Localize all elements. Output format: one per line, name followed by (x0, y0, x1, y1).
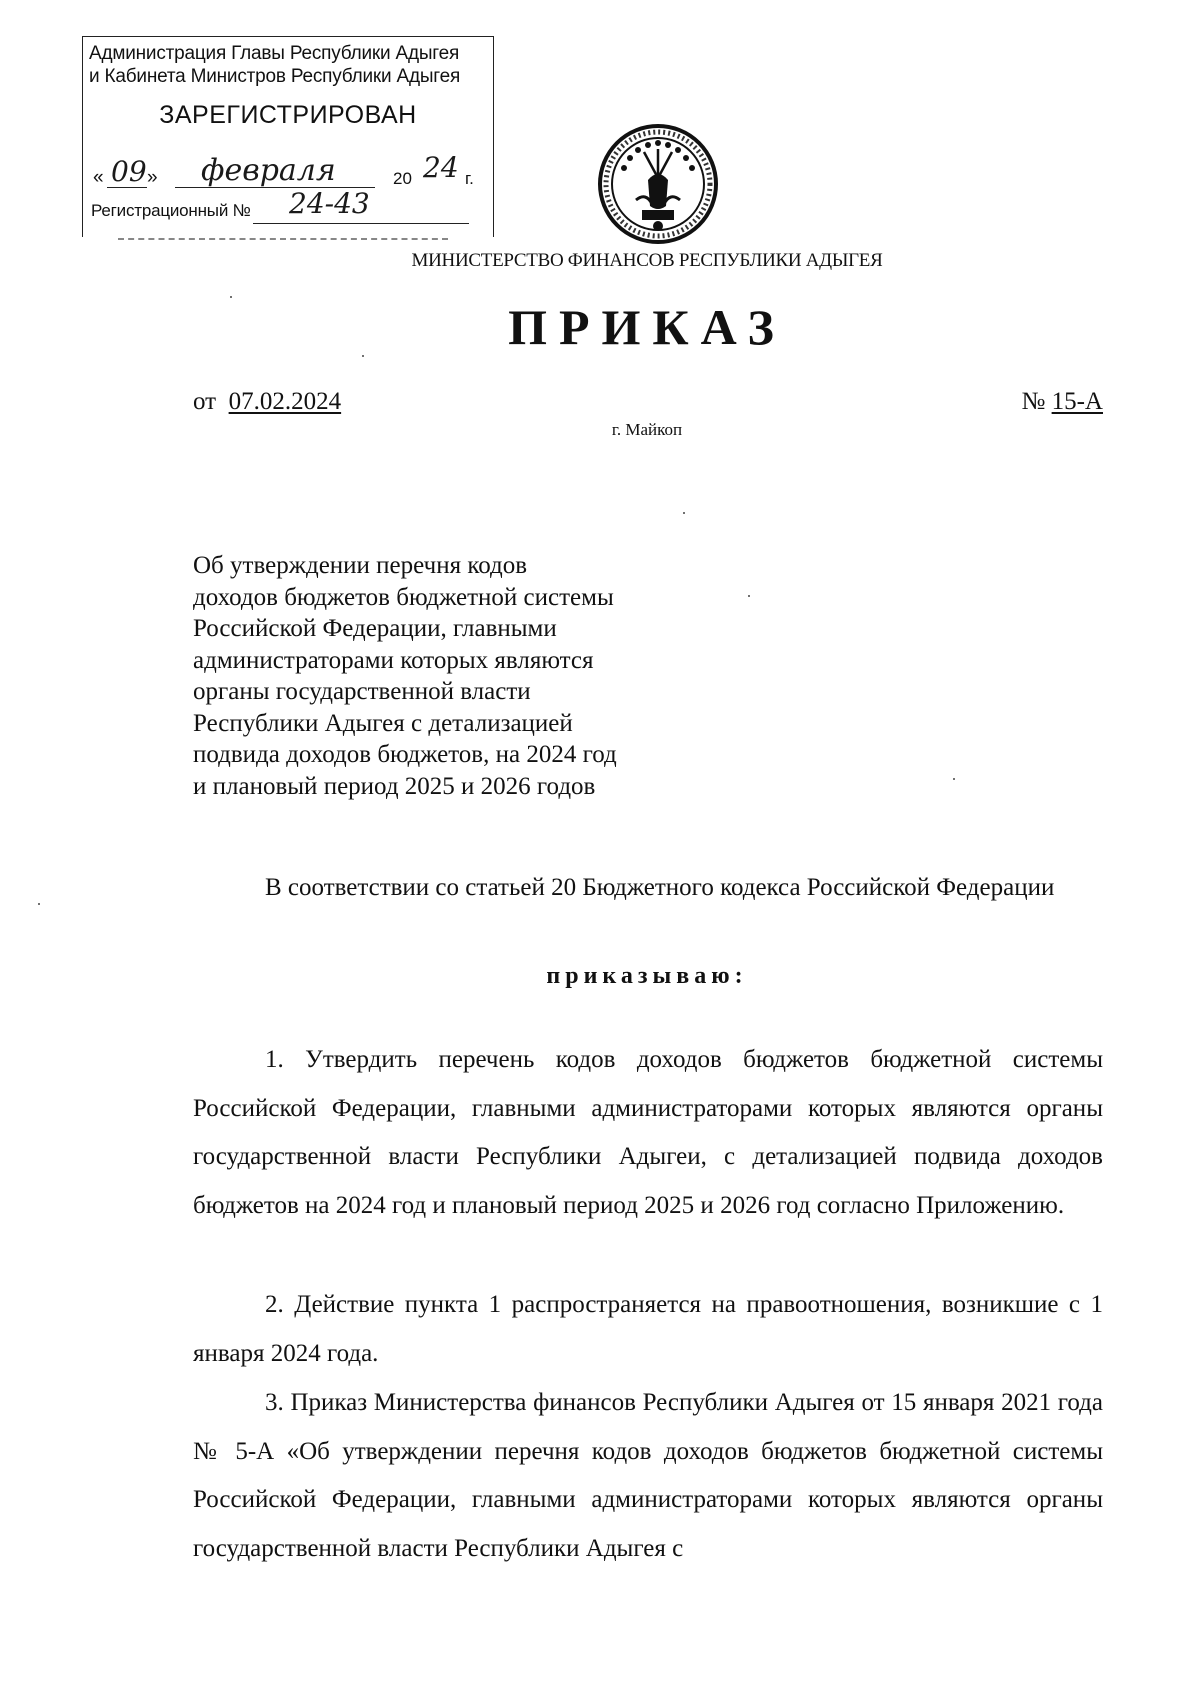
stamp-number-underline (253, 223, 469, 224)
subject-line: и плановый период 2025 и 2026 годов (193, 772, 596, 800)
scan-speck (362, 355, 364, 357)
scan-speck (683, 512, 685, 514)
document-type-title: ПРИКАЗ (508, 299, 786, 355)
stamp-organization-line-2: и Кабинета Министров Республики Адыгея (89, 66, 461, 87)
subject-line: доходов бюджетов бюджетной системы (193, 583, 614, 611)
stamp-month: февраля (201, 153, 336, 188)
order-directive-word: приказываю: (546, 963, 748, 989)
coat-of-arms-emblem (596, 122, 720, 246)
stamp-status: ЗАРЕГИСТРИРОВАН (159, 101, 417, 129)
order-date (193, 388, 341, 416)
stamp-year-prefix: 20 (393, 169, 412, 188)
order-number (1022, 388, 1104, 416)
scan-speck (748, 595, 750, 597)
subject-line: органы государственной власти (193, 678, 531, 705)
stamp-year-suffix: 24 (423, 151, 459, 184)
stamp-organization-line-1: Администрация Главы Республики Адыгея (89, 43, 460, 64)
subject-line: администраторами которых являются (193, 646, 594, 674)
subject-line: подвида доходов бюджетов, на 2024 год (193, 741, 617, 768)
stamp-number-value: 24-43 (289, 187, 370, 220)
stamp-number-row (91, 187, 491, 227)
order-number-prefix: № (1021, 388, 1046, 415)
order-subject (193, 550, 713, 802)
subject-line: Республики Адыгея с детализацией (193, 709, 573, 737)
order-meta-row (193, 388, 1103, 424)
ministry-name: МИНИСТЕРСТВО ФИНАНСОВ РЕСПУБЛИКИ АДЫГЕЯ (411, 250, 883, 271)
order-number-value: 15-А (1051, 388, 1103, 415)
stamp-quote-close: » (147, 167, 158, 188)
scan-speck (38, 903, 40, 905)
stamp-date-row (93, 151, 489, 191)
legal-basis-paragraph: В соответствии со статьей 20 Бюджетного кодекса Российской Федерации (265, 874, 1055, 901)
order-date-prefix: от (193, 388, 217, 415)
stamp-year-unit: г. (465, 169, 474, 188)
paragraph-1: 1. Утвердить перечень кодов доходов бюджетов бюджетной системы Российской Федерации, главными администраторами которых являются органы государственной власти Республики Адыгеи, с детализацией подвида доходов бюджетов на 2024 год и плановый период 2025 и 2026 год согласно Приложению. (193, 1046, 1103, 1219)
subject-line: Об утверждении перечня кодов (193, 552, 528, 579)
scan-speck (230, 296, 232, 298)
stamp-quote-open: « (93, 167, 104, 188)
subject-line: Российской Федерации, главными (193, 615, 557, 642)
scan-speck (953, 778, 955, 780)
paragraph-3: 3. Приказ Министерства финансов Республики Адыгея от 15 января 2021 года № 5-А «Об утверждении перечня кодов доходов бюджетов бюджетной системы Российской Федерации, главными администраторами которых являются органы государственной власти Республики Адыгея с (193, 1389, 1103, 1562)
paragraph-2: 2. Действие пункта 1 распространяется на правоотношения, возникшие с 1 января 2024 года. (193, 1291, 1103, 1367)
stamp-bottom-edge (118, 238, 448, 240)
stamp-number-label: Регистрационный № (91, 201, 251, 220)
stamp-day: 09 (111, 155, 147, 188)
registration-stamp (82, 36, 494, 237)
order-date-value: 07.02.2024 (228, 388, 342, 415)
city: г. Майкоп (611, 420, 683, 439)
